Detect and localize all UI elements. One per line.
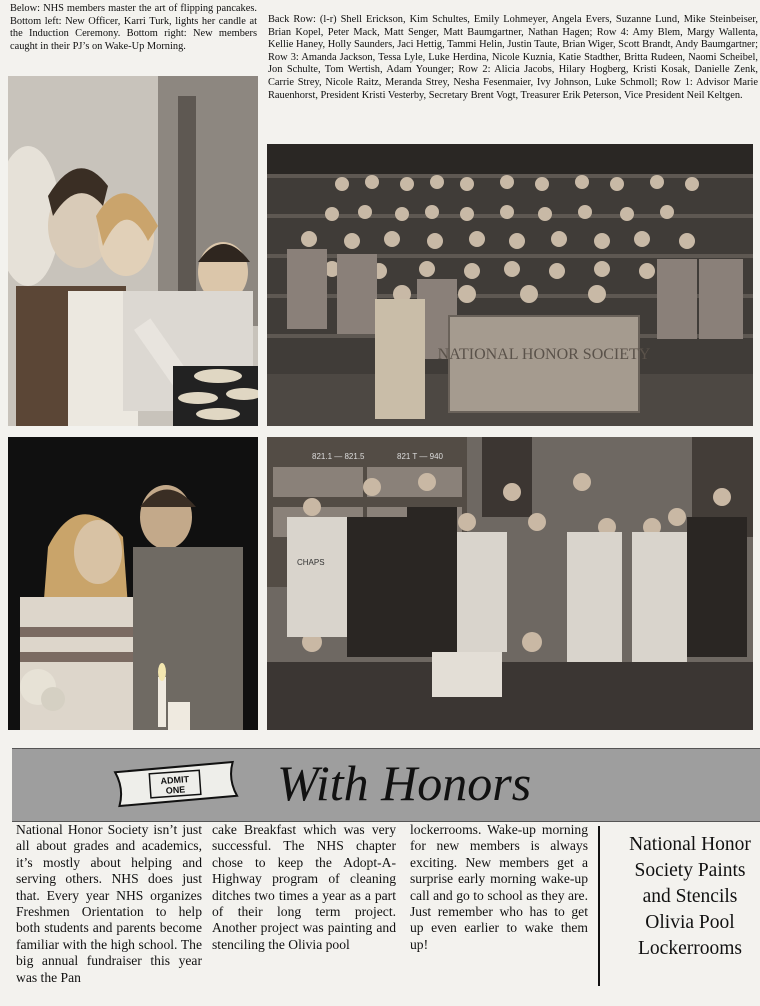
admit-one-ticket-icon: [110, 758, 242, 808]
candle-induction-photo: [8, 437, 258, 730]
ticket-admit: ADMIT: [160, 774, 190, 787]
photo-caption: Below: NHS members master the art of flipping pancakes. Bottom left: New Officer, Karri Turk, lights her candle at the Induction Ceremony. Bottom right: New members caught in their PJ’s on Wake-Up Morning.: [10, 3, 257, 52]
ticket-one: ONE: [165, 784, 186, 796]
nhs-group-photo: [267, 144, 753, 426]
page-headline: With Honors: [277, 755, 532, 811]
pancake-flipping-photo: [8, 76, 258, 426]
article-column-3: lockerrooms. Wake-up morning for new members is always exciting. New members get a surprise early morning wake-up call and go to school as they are. Just remember who has to get up even earlier to wake them up!: [410, 822, 588, 952]
library-sign-2: 821 T — 940: [397, 452, 443, 461]
nhs-banner-text: NATIONAL HONOR SOCIETY: [437, 346, 651, 363]
shirt-text: CHAPS: [297, 558, 325, 567]
group-photo-caption: Back Row: (l-r) Shell Erickson, Kim Schultes, Emily Lohmeyer, Angela Evers, Suzanne Lund, Mike Steinbeiser, Brian Kopel, Peter Mack, Matt Senger, Matt Baumgartner, Nathan Hagen; Row 4: Amy Blem, Margy Wallenta, Kellie Haney, Holly Saunders, Jaci Hettig, Tammi Helin, Justin Taute, Brian Wiger, Scott Brandt, Andy Baumgartner; Row 3: Amanda Jackson, Tessa Lyle, Luke Herdina, Nicole Kuznia, Katie Stadther, Britta Rudeen, Naomi Scheibel, Jon Schulte, Tom Wertish, Adam Younger; Row 2: Alicia Jacobs, Hilary Hogberg, Kristi Kosak, Danielle Zenk, Carrie Strey, Nicole Raitz, Meranda Strey, Nesha Fesenmaier, Ivy Johnson, Luke Schmoll; Row 1: Advisor Marie Rauenhorst, President Kristi Vesterby, Secretary Brent Vogt, Treasurer Erik Peterson, Vice President Neil Keltgen.: [268, 14, 758, 101]
library-sign-1: 821.1 — 821.5: [312, 452, 365, 461]
sidebar-callout-text: National Honor Society Paints and Stencils Olivia Pool Lockerrooms: [629, 834, 751, 959]
article-column-2: cake Breakfast which was very successful. The NHS chapter chose to keep the Adopt-A-Highway program of cleaning ditches two times a year as a part of their long term project. Another project was painting and stenciling the Olivia pool: [212, 822, 396, 952]
article-column-1: National Honor Society isn’t just all about grades and academics, it’s mostly about helping and serving others. NHS does just that. Every year NHS organizes Freshmen Orientation to help both students and parents become familiar with the high school. The big annual fundraiser this year was the Pan: [16, 822, 202, 985]
wake-up-morning-photo: [267, 437, 753, 730]
sidebar-callout: [598, 826, 760, 986]
